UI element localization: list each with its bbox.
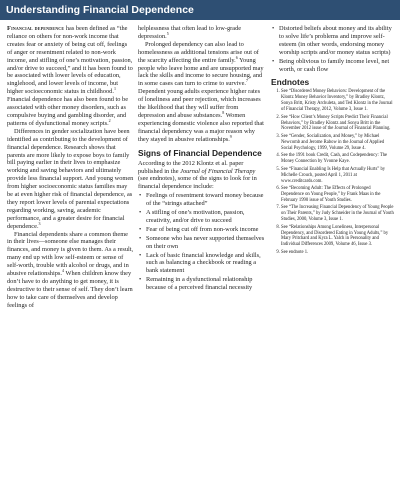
list-item: • Feelings of resentment toward money because of the “strings attached”	[146, 192, 266, 208]
column-2	[138, 25, 266, 293]
page-header	[0, 0, 400, 20]
paragraph: Prolonged dependency can also lead to homelessness as additional tensions arise out of the scarcity affecting the entire family.$^6$ Young people who leave home and are unsupported may lack the skills and income to secure housing, and in some cases can turn to crime to survive.$^7$ Dependent young adults experience higher rates of loneliness and peer rejection, which increases the likelihood that they will suffer from depression and abuse substances.$^8$ Women experiencing domestic violence also reported that financial dependency was a major reason why they stayed in abusive relationships.$^9$	[138, 40, 264, 143]
paragraph: Differences in gender socialization have been identified as contributing to the development of financial dependence. Research shows that parents are more likely to expose boys to family bill paying earlier in their lives to emphasize working and saving behaviors and ultimately provide less financial support. And young women from higher socioeconomic status families may be at even higher risk of financial dependence, as they report lower levels of parental expectations regarding working, saving, academic performance, and a greater desire for financial dependence.$^3$	[7, 127, 134, 230]
endnote: 7. See “The Increasing Financial Dependency of Young People on Their Parents,” by Judy Schneider in the Journal of Youth Studies, 2000, Volume 3, Issue 1.	[281, 205, 394, 223]
endnotes-list	[271, 89, 394, 255]
paragraph: According to the 2012 Klontz et al. paper published in the Journal of Financial Therapy (see endnotes), some of the signs to look for in financial dependence include:	[138, 159, 257, 191]
lead-term: Financial dependence	[7, 25, 65, 32]
signs-list	[138, 192, 266, 292]
list-item: • Someone who has never supported themselves on their own	[146, 235, 266, 251]
paragraph: Financial dependents share a common theme in their lives—someone else manages their finances, and money is given to them. As a result, many end up with low self-esteem or sense of self-worth, trouble with alcohol or drugs, and in abusive relationships.$^4$ When children know they don’t have to do anything to get money, it is destructive to their sense of self. They don’t learn how to take care of themselves and develop feelings of	[7, 230, 134, 309]
paragraph: Financial dependence has been defined as “the reliance on others for non-work income that creates fear or anxiety of being cut off, feelings of anger or resentment related to non-work income, and stifling of one’s motivation, passion, and/or drive to succeed,” and it has been found to be associated with lower levels of education, singlehood, and lower levels of income, but higher socioeconomic status in childhood.$^1$ Financial dependence has also been found to be associated with other money disorders, such as compulsive buying and gambling disorder, and patterns of dysfunctional money scripts.$^2$	[7, 25, 133, 127]
endnote: 9. See endnote 1.	[281, 250, 394, 256]
list-item: • Being oblivious to family income level, net worth, or cash flow	[279, 58, 394, 74]
column-3	[271, 25, 394, 257]
paragraph: helplessness that often lead to low-grade depression.$^5$	[138, 25, 242, 40]
endnote: 1. See “Disordered Money Behaviors: Development of the Klontz Money Behavior Inventory,” by Bradley Klontz, Sonya Britt, Kristy Archuleta, and Ted Klontz in the Journal of Financial Therapy, 2012, Volume 3, Issue 1.	[281, 89, 394, 113]
endnote: 4. See the 1991 book Credit, Cash, and Codependency: The Money Connection by Yvonne Kaye.	[281, 153, 394, 165]
list-item: • Lack of basic financial knowledge and skills, such as balancing a checkbook or reading a bank statement	[146, 252, 266, 276]
endnote: 5. See “Financial Enabling Is Help that Actually Hurts” by Michelle Crouch, posted April 1, 2011 at www.creditcards.com.	[281, 167, 394, 185]
header-title: Understanding Financial Dependence	[6, 4, 194, 16]
list-item: • Remaining in a dysfunctional relationship because of a perceived financial necessity	[146, 276, 266, 292]
endnote: 8. See “Relationships Among Loneliness, Interpersonal Dependency, and Disordered Eating in Young Adults,” by Mary Pritchard and Kyra L. Yalch in Personality and Individual Differences 2009, Volume 46, Issue 3.	[281, 225, 394, 249]
list-item: • Fear of being cut off from non-work income	[146, 226, 266, 234]
endnotes-heading: Endnotes	[271, 77, 310, 88]
signs-list-continued	[271, 25, 394, 73]
endnote: 3. See “Gender, Socialization, and Money,” by Michael Newcomb and Jerome Rabow in the Journal of Applied Social Psychology, 1999, Volume 29, Issue 4.	[281, 134, 394, 152]
section-heading: Signs of Financial Dependence	[138, 147, 262, 158]
endnote: 6. See “Becoming Adult: The Effects of Prolonged Dependence on Young People,” by Frank Maas in the February 1990 issue of Youth Studies.	[281, 186, 394, 204]
column-1	[7, 25, 134, 310]
list-item: • A stifling of one’s motivation, passion, creativity, and/or drive to succeed	[146, 209, 266, 225]
endnote: 2. See “How Client’s Money Scripts Predict Their Financial Behaviors,” by Bradley Klontz and Sonya Britt in the November 2012 issue of the Journal of Financial Planning.	[281, 115, 394, 133]
list-item: • Distorted beliefs about money and its ability to solve life’s problems and improve self-esteem (in other words, endorsing money worship scripts and/or money status scripts)	[279, 25, 394, 57]
